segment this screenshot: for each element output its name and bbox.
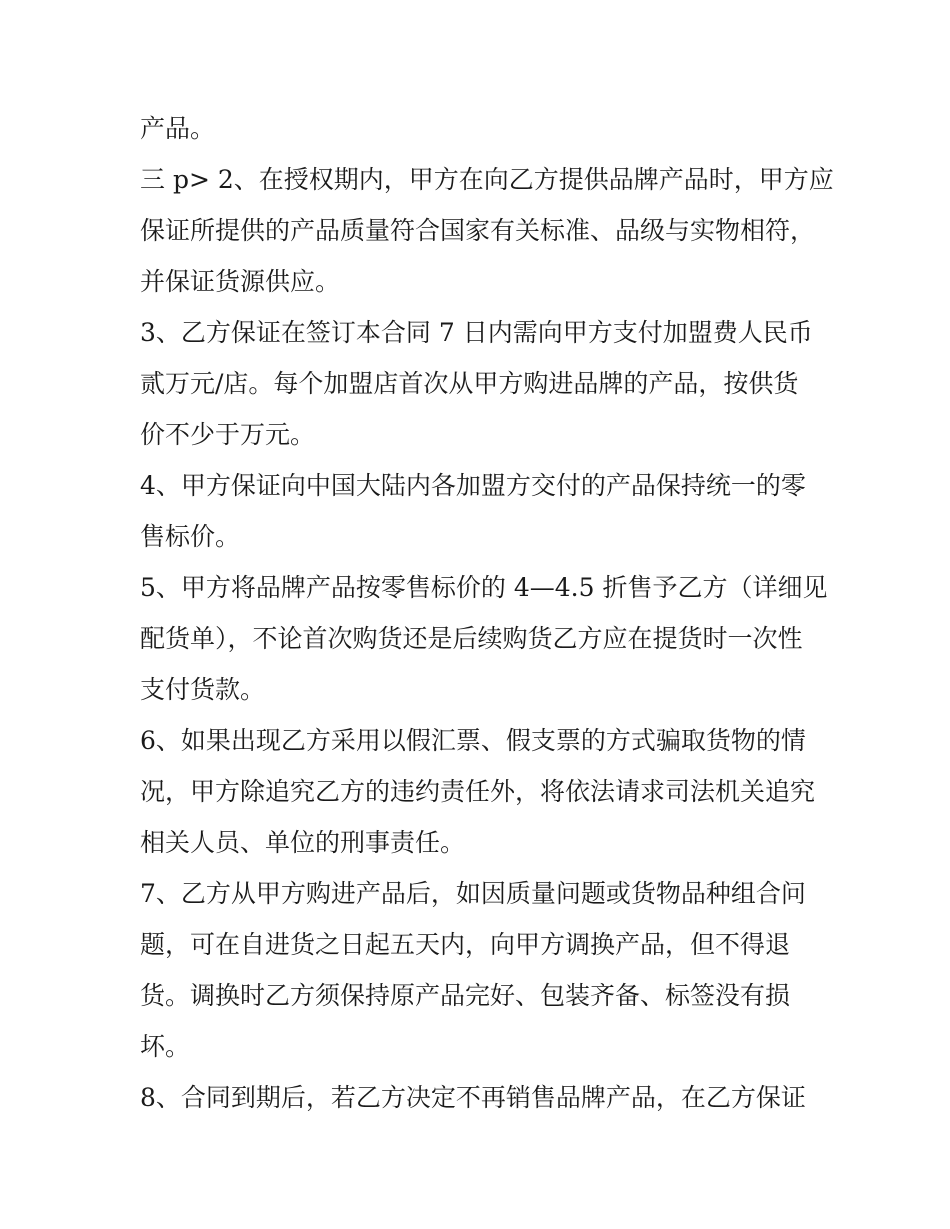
text-line: 贰万元/店。每个加盟店首次从甲方购进品牌的产品，按供货 [140,369,799,398]
text-line: 3、乙方保证在签订本合同 7 日内需向甲方支付加盟费人民币 [140,318,813,347]
text-line: 支付货款。 [140,675,266,704]
text-line: 货。调换时乙方须保持原产品完好、包装齐备、标签没有损 [140,981,791,1010]
text-line: 5、甲方将品牌产品按零售标价的 4—4.5 折售予乙方（详细见 [140,573,828,602]
text-line: 坏。 [140,1032,191,1061]
text-line: 8、合同到期后，若乙方决定不再销售品牌产品，在乙方保证 [140,1083,806,1112]
text-line: 三 p> 2、在授权期内，甲方在向乙方提供品牌产品时，甲方应 [140,165,834,194]
text-line: 并保证货源供应。 [140,267,341,296]
text-line: 保证所提供的产品质量符合国家有关标准、品级与实物相符， [140,216,816,245]
text-line: 产品。 [140,114,216,143]
text-line: 价不少于万元。 [140,420,316,449]
text-line: 6、如果出现乙方采用以假汇票、假支票的方式骗取货物的情 [140,726,806,755]
text-line: 7、乙方从甲方购进产品后，如因质量问题或货物品种组合问 [140,879,806,908]
text-line: 题，可在自进货之日起五天内，向甲方调换产品，但不得退 [140,930,791,959]
text-line: 相关人员、单位的刑事责任。 [140,828,466,857]
contract-text [140,103,834,1123]
text-line: 售标价。 [140,522,241,551]
text-line: 4、甲方保证向中国大陆内各加盟方交付的产品保持统一的零 [140,471,806,500]
text-line: 况，甲方除追究乙方的违约责任外，将依法请求司法机关追究 [140,777,816,806]
text-line: 配货单），不论首次购货还是后续购货乙方应在提货时一次性 [140,624,803,653]
